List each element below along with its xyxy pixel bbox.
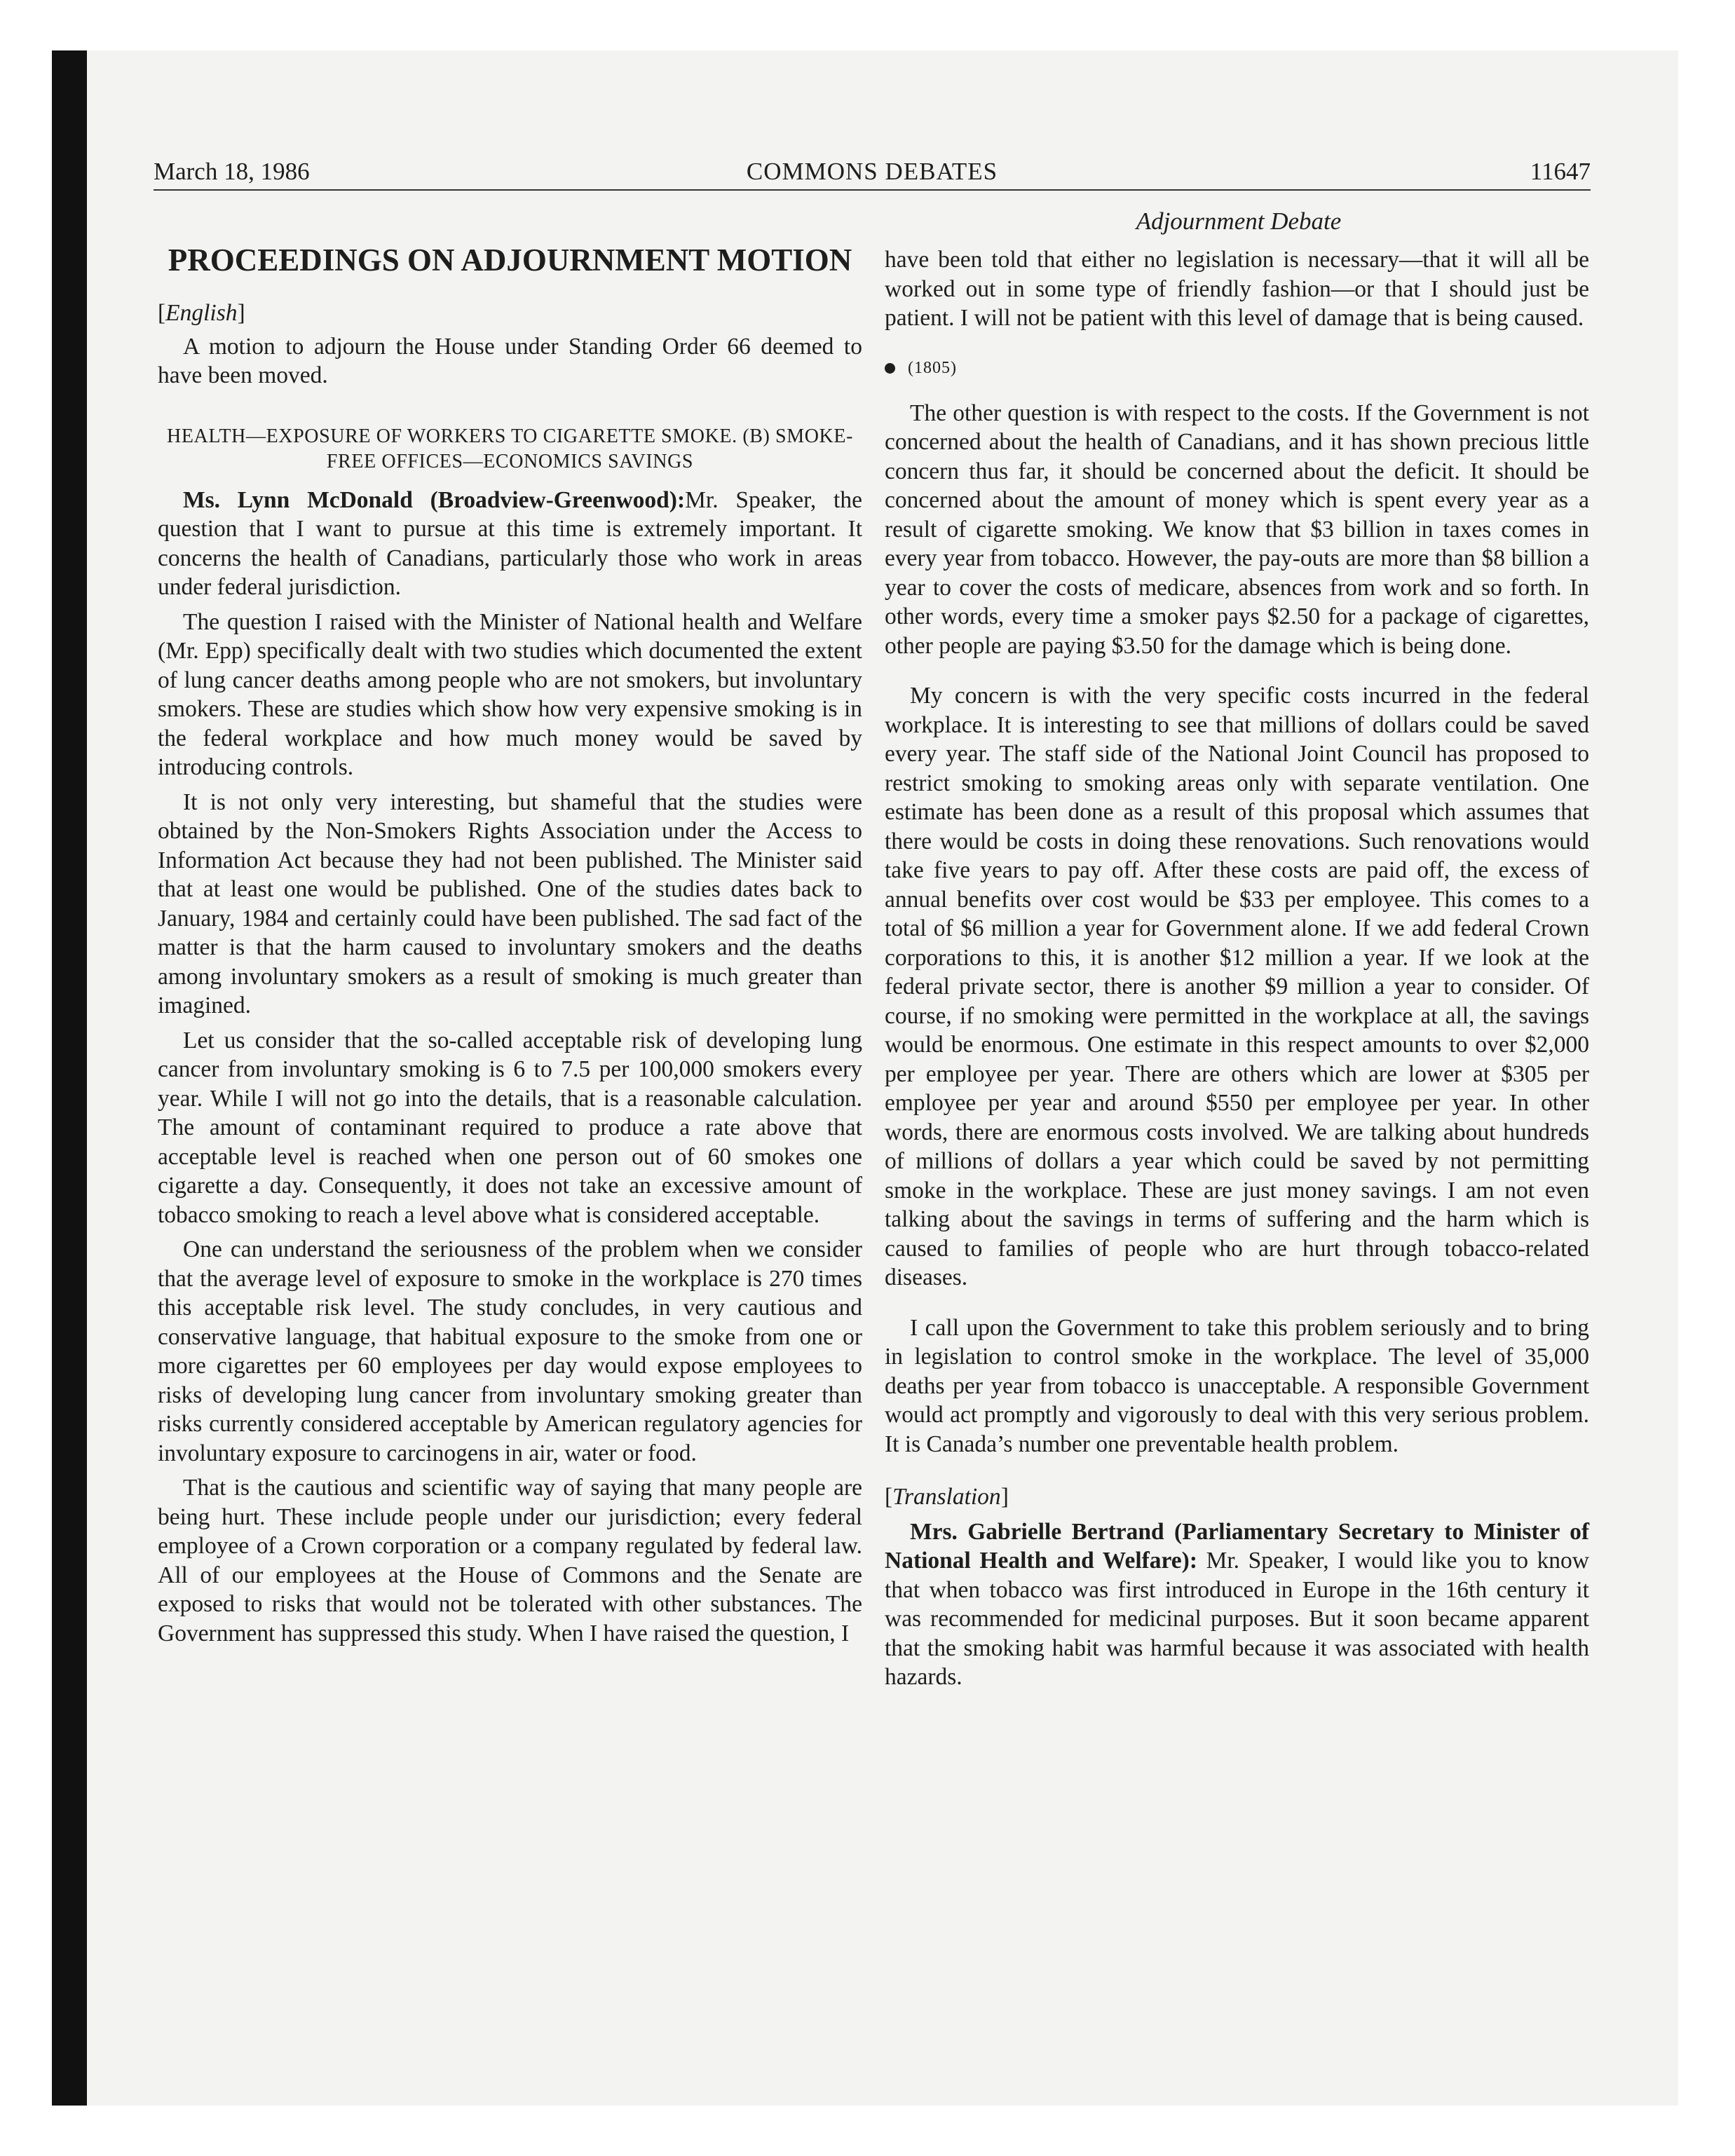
speech-opening <box>885 1517 1589 1692</box>
language-tag-text: English <box>165 300 238 326</box>
left-column <box>158 243 862 1648</box>
timestamp <box>885 353 1589 383</box>
continued-paragraph: have been told that either no legislation is necessary—that it will all be worked out in some type of friendly fashion—or that I should just be patient. I will not be patient with this level of damage that is being caused. <box>885 247 1589 331</box>
paragraph: The other question is with respect to the costs. If the Government is not concerned about the health of Canadians, and it has shown precious little concern thus far, it should be concerned about the deficit. It should be concerned about the amount of money which is spent every year as a result of cigarette smoking. We know that $3 billion in taxes comes in every year from tobacco. However, the pay-outs are more than $8 billion a year to cover the costs of medicare, absences from work and so forth. In other words, every time a smoker pays $2.50 for a package of cigarettes, other people are paying $3.50 for the damage which is being done. <box>885 400 1589 659</box>
paragraph: One can understand the seriousness of the problem when we consider that the average level of exposure to smoke in the workplace is 270 times this acceptable risk level. The study concludes, in very cautious and conservative language, that habitual exposure to the smoke from one or more cigarettes per 60 employees per day would expose employees to risks of developing lung cancer from involuntary smoking greater than risks currently considered acceptable by American regulatory agencies for involuntary exposure to carcinogens in air, water or food. <box>158 1236 862 1466</box>
language-tag: [Translation] <box>885 1484 1009 1510</box>
paragraph: My concern is with the very specific costs incurred in the federal workplace. It is interesting to see that millions of dollars could be saved every year. The staff side of the National Joint Council has proposed to restrict smoking to smoking areas only with separate ventilation. One estimate has been done as a result of this proposal which assumes that there would be costs in doing these renovations. Such renovations would take five years to pay off. After these costs are paid off, the excess of annual benefits over cost would be $33 per employee. This comes to a total of $6 million a year for Government alone. If we add federal Crown corporations to this, it is another $12 million a year. If we look at the federal private sector, there is another $9 million a year to consider. Of course, if no smoking were permitted in the workplace at all, the savings would be enormous. One estimate in this respect amounts to over $2,000 per employee per year. There are others which are lower at $305 per employee per year and around $550 per employee per year. In other words, there are enormous costs involved. We are talking about hundreds of millions of dollars a year which could be saved by not permitting smoke in the workplace. These are just money savings. I am not even talking about the savings in terms of suffering and the harm which is caused to families of people who are hurt through tobacco-related diseases. <box>885 683 1589 1290</box>
section-title: PROCEEDINGS ON ADJOURNMENT MOTION <box>168 243 852 278</box>
speech-opening-text: Mr. Speaker, the question that I want to pursue at this time is extremely important. It concerns the health of Canadians, particularly those who work in areas under federal jurisdiction. <box>158 486 862 600</box>
speaker-name: Ms. Lynn McDonald (Broadview-Greenwood): <box>183 486 686 513</box>
page-header <box>154 154 1591 191</box>
language-tag: [English] <box>158 300 245 326</box>
bullet-icon <box>885 363 895 374</box>
language-tag-text: Translation <box>892 1484 1001 1510</box>
header-page-number: 11647 <box>1530 158 1591 185</box>
header-date: March 18, 1986 <box>154 158 310 185</box>
paragraph: I call upon the Government to take this problem seriously and to bring in legislation to control smoke in the workplace. The level of 35,000 deaths per year from tobacco is unacceptable. A responsible Government would act promptly and vigorously to deal with this very serious problem. It is Canada’s number one preventable health problem. <box>885 1314 1589 1457</box>
debate-subject: HEALTH—EXPOSURE OF WORKERS TO CIGARETTE SMOKE. (B) SMOKE-FREE OFFICES—ECONOMICS SAVINGS <box>167 425 853 472</box>
binding-shadow <box>52 50 87 2106</box>
timestamp-text: (1805) <box>908 358 957 377</box>
paragraph: Let us consider that the so-called acceptable risk of developing lung cancer from involuntary smoking is 6 to 7.5 per 100,000 smokers every year. While I will not go into the details, that is a reasonable calculation. The amount of contaminant required to produce a rate above that acceptable level is reached when one person out of 60 smokes one cigarette a day. Consequently, it does not take an excessive amount of tobacco smoking to reach a level above what is considered acceptable. <box>158 1027 862 1228</box>
right-column <box>885 245 1589 1692</box>
paragraph: That is the cautious and scientific way of saying that many people are being hurt. These include people under our jurisdiction; every federal employee of a Crown corporation or a company regulated by federal law. All of our employees at the House of Commons and the Senate are exposed to risks that would not be tolerated with other substances. The Government has suppressed this study. When I have raised the question, I <box>158 1475 862 1646</box>
speaker-name: Mrs. Gabrielle Bertrand (Parliamentary Secretary to Minister of National Health and Welfare): <box>885 1518 1589 1574</box>
running-head: Adjournment Debate <box>1136 207 1342 235</box>
paragraph: It is not only very interesting, but shameful that the studies were obtained by the Non-Smokers Rights Association under the Access to Information Act because they had not been published. The Minister said that at least one would be published. One of the studies dates back to January, 1984 and certainly could have been published. The sad fact of the matter is that the harm caused to involuntary smokers and the deaths among involuntary smokers as a result of smoking is much greater than imagined. <box>158 789 862 1018</box>
header-publication: COMMONS DEBATES <box>746 158 998 185</box>
motion-text: A motion to adjourn the House under Standing Order 66 deemed to have been moved. <box>158 333 862 388</box>
speech-opening <box>158 486 862 602</box>
speech-opening-text: Mr. Speaker, I would like you to know that when tobacco was first introduced in Europe in the 16th century it was recommended for medicinal purposes. But it soon became apparent that the smoking habit was harmful because it was associated with health hazards. <box>885 1548 1590 1690</box>
paragraph: The question I raised with the Minister of National health and Welfare (Mr. Epp) specifically dealt with two studies which documented the extent of lung cancer deaths among people who are not smokers, but involuntary smokers. These are studies which show how very expensive smoking is in the federal workplace and how much money would be saved by introducing controls. <box>158 608 862 780</box>
